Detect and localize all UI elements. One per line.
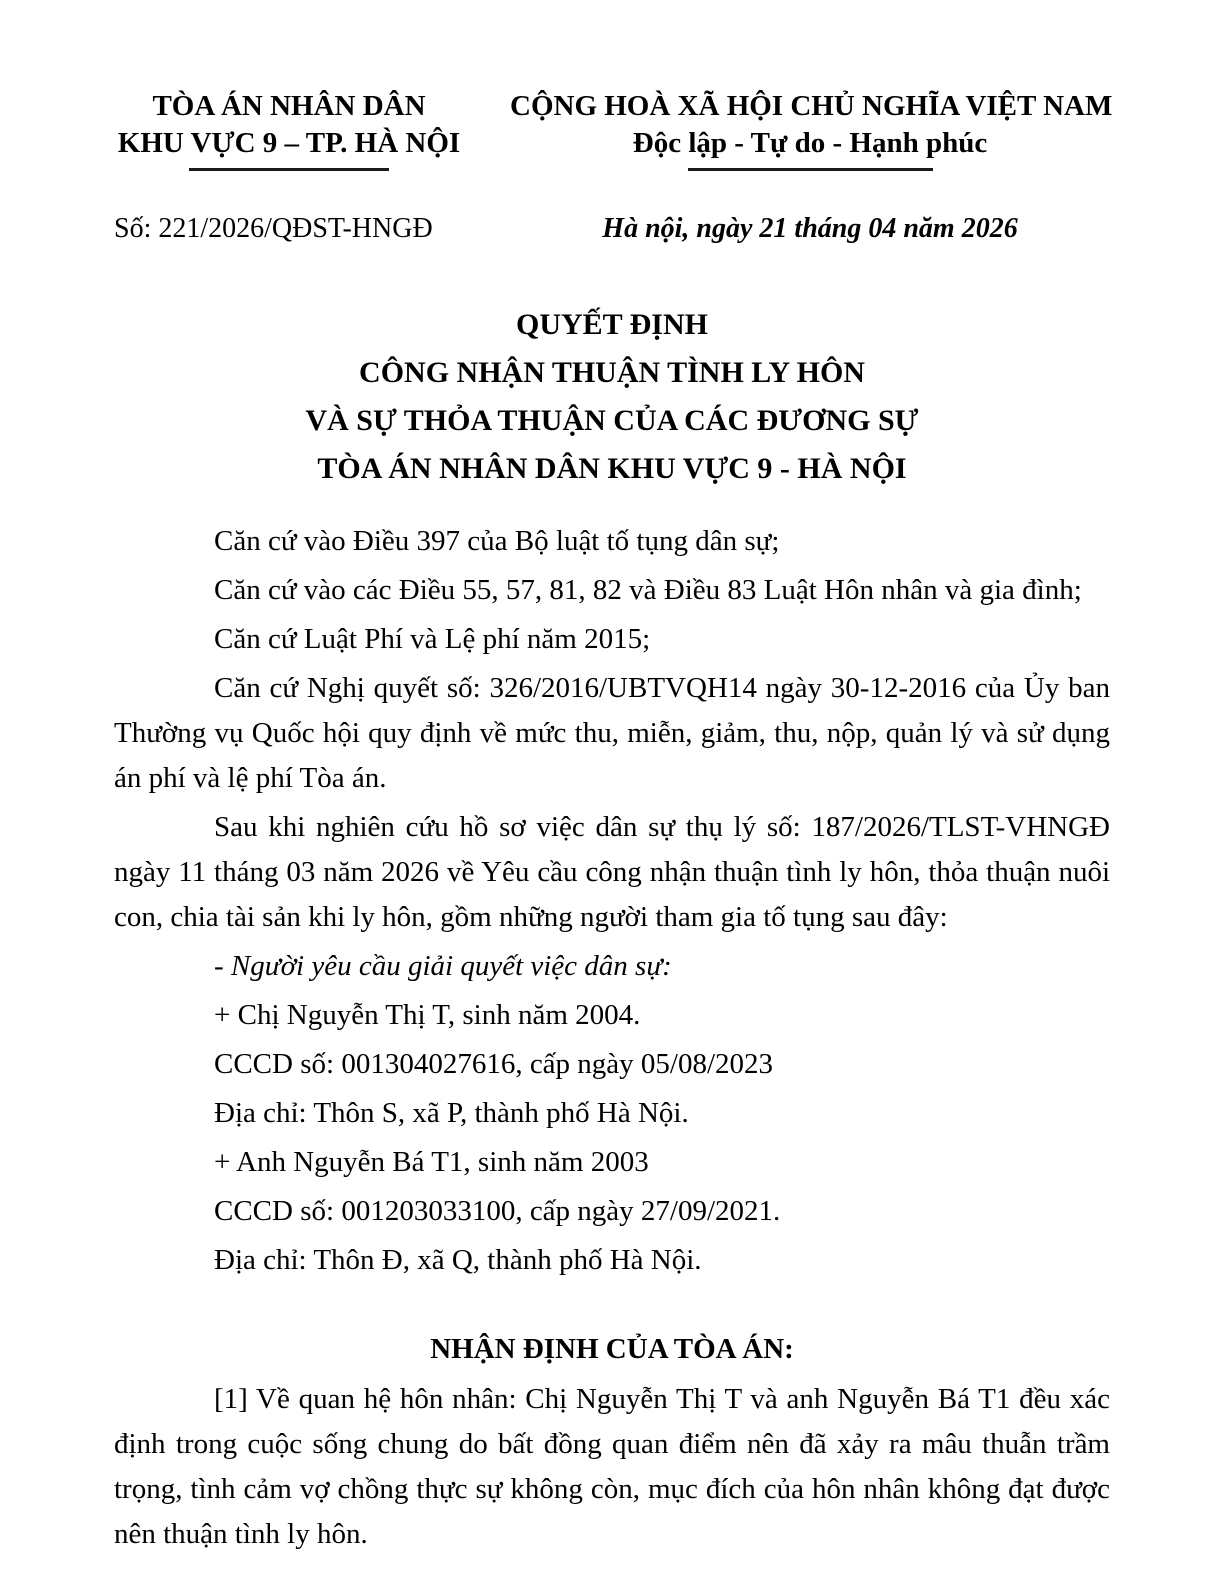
party-address: Địa chỉ: Thôn Đ, xã Q, thành phố Hà Nội. xyxy=(214,1244,702,1276)
findings-section xyxy=(114,1329,1110,1557)
party-item xyxy=(114,1140,1110,1283)
national-motto-line1: CỘNG HOÀ XÃ HỘI CHỦ NGHĨA VIỆT NAM xyxy=(510,90,1113,122)
party-id: CCCD số: 001203033100, cấp ngày 27/09/2021. xyxy=(214,1195,781,1227)
title-line-1: QUYẾT ĐỊNH xyxy=(516,308,708,341)
findings-heading: NHẬN ĐỊNH CỦA TÒA ÁN: xyxy=(430,1333,794,1365)
court-name-line1: TÒA ÁN NHÂN DÂN xyxy=(152,90,426,122)
findings-paragraph: [1] Về quan hệ hôn nhân: Chị Nguyễn Thị T và anh Nguyễn Bá T1 đều xác định trong cuộc sống chung do bất đồng quan điểm nên đã xảy ra mâu thuẫn trầm trọng, tình cảm vợ chồng thực sự không còn, mục đích của hôn nhân không đạt được nên thuận tình ly hôn. xyxy=(114,1383,1110,1550)
legal-basis-paragraph: Căn cứ Nghị quyết số: 326/2016/UBTVQH14 ngày 30-12-2016 của Ủy ban Thường vụ Quốc hội quy định về mức thu, miễn, giảm, thu, nộp, quản lý và sử dụng án phí và lệ phí Tòa án. xyxy=(114,672,1110,794)
legal-basis-paragraph: Căn cứ vào Điều 397 của Bộ luật tố tụng dân sự; xyxy=(214,525,780,557)
docnum-date-row xyxy=(114,213,1110,245)
court-name-underline xyxy=(189,168,389,171)
national-motto-line2: Độc lập - Tự do - Hạnh phúc xyxy=(632,127,988,159)
document-date: Hà nội, ngày 21 tháng 04 năm 2026 xyxy=(602,213,1018,244)
parties-section xyxy=(114,944,1110,1283)
party-role-label: - Người yêu cầu giải quyết việc dân sự: xyxy=(214,950,672,982)
party-item xyxy=(114,993,1110,1136)
document-header xyxy=(114,88,1113,171)
document-title xyxy=(114,301,1110,493)
court-name-line2: KHU VỰC 9 – TP. HÀ NỘI xyxy=(117,127,461,159)
court-name-block xyxy=(114,88,464,171)
legal-basis-section xyxy=(114,519,1110,940)
party-name: + Anh Nguyễn Bá T1, sinh năm 2003 xyxy=(214,1146,649,1178)
legal-basis-paragraph: Căn cứ Luật Phí và Lệ phí năm 2015; xyxy=(214,623,651,655)
motto-underline xyxy=(688,168,933,171)
party-id: CCCD số: 001304027616, cấp ngày 05/08/2023 xyxy=(214,1048,774,1080)
title-line-3: VÀ SỰ THỎA THUẬN CỦA CÁC ĐƯƠNG SỰ xyxy=(305,404,919,437)
legal-basis-paragraph: Căn cứ vào các Điều 55, 57, 81, 82 và Điều 83 Luật Hôn nhân và gia đình; xyxy=(214,574,1082,606)
document-number: Số: 221/2026/QĐST-HNGĐ xyxy=(114,213,433,244)
title-line-4: TÒA ÁN NHÂN DÂN KHU VỰC 9 - HÀ NỘI xyxy=(317,452,907,485)
party-name: + Chị Nguyễn Thị T, sinh năm 2004. xyxy=(214,999,641,1031)
title-line-2: CÔNG NHẬN THUẬN TÌNH LY HÔN xyxy=(359,356,865,389)
case-summary-paragraph: Sau khi nghiên cứu hồ sơ việc dân sự thụ lý số: 187/2026/TLST-VHNGĐ ngày 11 tháng 03 năm 2026 về Yêu cầu công nhận thuận tình ly hôn, thỏa thuận nuôi con, chia tài sản khi ly hôn, gồm những người tham gia tố tụng sau đây: xyxy=(114,811,1110,933)
national-motto-block xyxy=(510,88,1113,171)
party-address: Địa chỉ: Thôn S, xã P, thành phố Hà Nội. xyxy=(214,1097,689,1129)
